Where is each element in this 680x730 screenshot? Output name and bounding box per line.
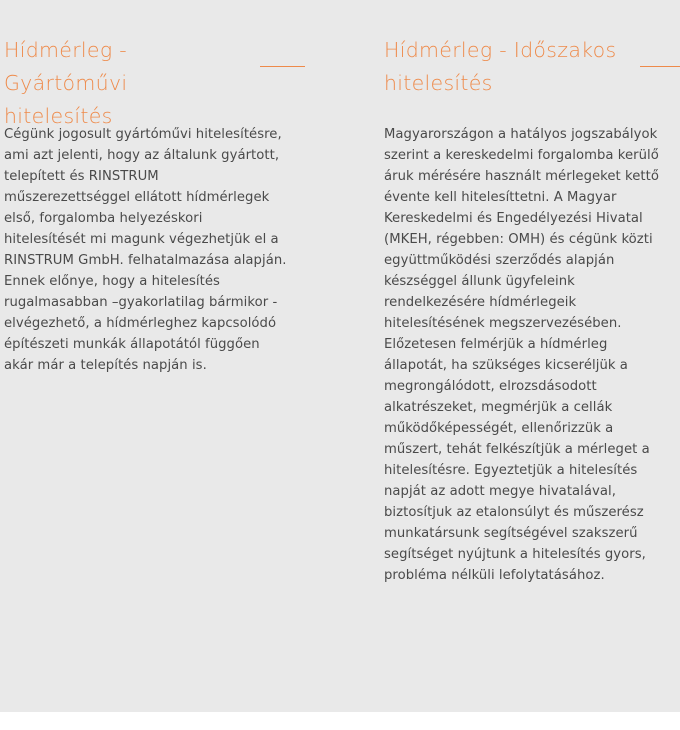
heading-divider-line (640, 66, 680, 67)
section-heading-row (4, 34, 308, 128)
section-title: Hídmérleg - Gyártóművi hitelesítés (4, 38, 128, 128)
section-heading-row (384, 34, 680, 100)
section-factory-verification (4, 34, 308, 376)
section-title: Hídmérleg - Időszakos hitelesítés (384, 38, 617, 95)
heading-divider-line (260, 66, 305, 67)
section-body-text: Magyarországon a hatályos jogszabályok szerint a kereskedelmi forgalomba kerülő áruk mérésére használt mérlegeket kettő évente kell hitelesíttetni. A Magyar Kereskedelmi és Engedélyezési Hivatal (MKEH, régebben: OMH) és cégünk közti együttműködési szerződés alapján készséggel állunk ügyfeleink rendelkezésére hídmérlegeik hitelesítésének megszervezésében. Előzetesen felmérjük a hídmérleg állapotát, ha szükséges kicseréljük a megrongálódott, elrozsdásodott alkatrészeket, megmérjük a cellák működőképességét, ellenőrizzük a műszert, tehát felkészítjük a mérleget a hitelesítésre. Egyeztetjük a hitelesítés napját az adott megye hivatalával, biztosítjuk az etalonsúlyt és műszerész munkatársunk segítségével szakszerű segítséget nyújtunk a hitelesítés gyors, probléma nélküli lefolytatásához. (384, 127, 659, 583)
section-periodic-verification (384, 34, 680, 586)
section-body-text: Cégünk jogosult gyártóművi hitelesítésre, ami azt jelenti, hogy az általunk gyártott, telepített és RINSTRUM műszerezettséggel ellátott hídmérlegek első, forgalomba helyezéskori hitelesítését mi magunk végezhetjük el a RINSTRUM GmbH. felhatalmazása alapján. Ennek előnye, hogy a hitelesítés rugalmasabban –gyakorlatilag bármikor - elvégezhető, a hídmérleghez kapcsolódó építészeti munkák állapotától függően akár már a telepítés napján is. (4, 127, 287, 373)
